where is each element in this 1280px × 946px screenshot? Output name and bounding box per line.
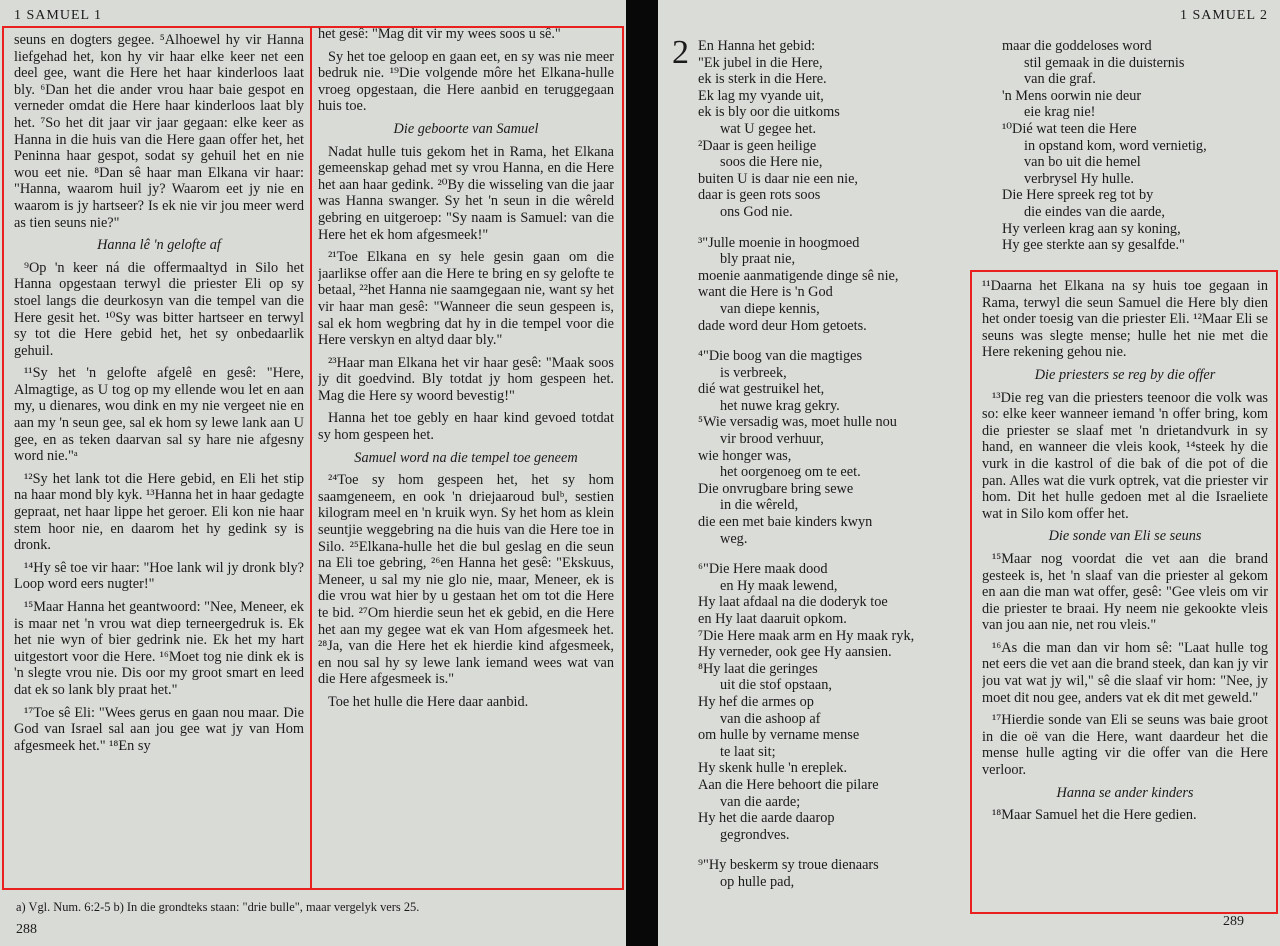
paragraph: ¹⁴Hy sê toe vir haar: "Hoe lank wil jy dronk bly? Loop word eers nugter!" [14,559,304,593]
paragraph: Hanna het toe gebly en haar kind gevoed totdat sy hom gespeen het. [318,410,614,444]
poem-stanza [698,561,998,843]
poem-line: stil gemaak in die duisternis [1024,54,1185,71]
paragraph: ¹¹Sy het 'n gelofte afgelê en gesê: "Here, Almagtige, as U tog op my ellende wou let en aan my, u dienares, wou dink en my nie vergeet nie en aan my 'n seun gee, sal ek hom sy lewe lank aan U gee, en as teken daarvan sal sy hare nie afgesny word nie."ᵃ [14,365,304,465]
poem-line: van bo uit die hemel [1024,154,1141,171]
paragraph: Sy het toe geloop en gaan eet, en sy was nie meer bedruk nie. ¹⁹Die volgende môre het Elkana-hulle vroeg opgestaan, die Here aanbid en teruggegaan huis toe. [318,48,614,115]
poem-line: "Ek jubel in die Here, [698,54,823,71]
poem-line: 'n Mens oorwin nie deur [1002,87,1142,104]
poem-line: ⁸Hy laat die geringes [698,660,818,677]
poem-line: buiten U is daar nie een nie, [698,170,858,187]
section-heading: Die geboorte van Samuel [393,120,539,137]
book-gutter [626,0,658,946]
poem-line: wie honger was, [698,447,792,464]
running-head-right: 1 SAMUEL 2 [1179,8,1268,23]
poem-line: uit die stof opstaan, [720,677,832,694]
poem-line: in opstand kom, word vernietig, [1024,137,1207,154]
poem-line: ek is sterk in die Here. [698,71,827,88]
poem-line: om hulle by vername mense [698,727,860,744]
poem-line: Hy het die aarde daarop [698,810,835,827]
poem-line: Die onvrugbare bring sewe [698,480,854,497]
poem-line: weg. [720,530,748,547]
poem-stanza [698,857,998,890]
poem-line: Hy skenk hulle 'n ereplek. [698,760,848,777]
paragraph: ¹⁸Maar Samuel het die Here gedien. [992,807,1197,824]
poem-line: ⁹"Hy beskerm sy troue dienaars [698,857,879,874]
page-number-right: 289 [1223,914,1244,929]
poem-line: ek is bly oor die uitkoms [698,104,840,121]
poem-line: eie krag nie! [1024,104,1096,121]
paragraph: het gesê: "Mag dit vir my wees soos u sê." [318,26,561,42]
poem-stanza [698,38,998,221]
poem-stanza [698,235,998,335]
poem-line: Die Here spreek reg tot by [1002,187,1154,204]
section-heading: Die sonde van Eli se seuns [1048,528,1202,545]
left-column-1 [14,32,304,888]
paragraph: ¹⁷Hierdie sonde van Eli se seuns was baie groot in die oë van die Here, want daardeur het die mense hulle agting vir die offer van die Here verloor. [982,712,1268,779]
section-heading: Die priesters se reg by die offer [1034,366,1216,383]
poem-line: dade word deur Hom getoets. [698,317,867,334]
paragraph: ⁹Op 'n keer ná die offermaaltyd in Silo het Hanna opgestaan terwyl die priester Eli op sy stoel langs die deurkosyn van die tempel van die Here gesit het. ¹⁰Sy was bitter hartseer en terwyl sy tot die Here gebid het, het sy onbedaarlik gehuil. [14,259,304,359]
footnote: a) Vgl. Num. 6:2-5 b) In die grondteks staan: "drie bulle", maar vergelyk vers 25. [16,900,420,914]
section-heading: Hanna se ander kinders [1056,784,1194,801]
poem-line: van die aarde; [720,793,801,810]
right-column-text [982,278,1268,908]
poem-line: bly praat nie, [720,251,796,268]
paragraph: Nadat hulle tuis gekom het in Rama, het Elkana gemeenskap gehad met sy vrou Hanna, en die Here het aan haar gedink. ²⁰By die wisseling van die jaar was Hanna swanger. Sy het 'n seun in die wêreld gebring en uitgeroep: "Sy naam is Samuel: van die Here het ek hom afgesmeek!" [318,143,614,243]
poem-line: Hy hef die armes op [698,693,814,710]
poem-line: verbrysel Hy hulle. [1024,170,1134,187]
paragraph: ¹⁵Maar nog voordat die vet aan die brand gesteek is, het 'n slaaf van die priester al gekom en aan die man wat offer, gesê: "Gee vleis om vir die priester te braai. Hy neem nie gekookte vleis van jou aan nie, net rou vleis." [982,550,1268,634]
poem-stanza [698,348,998,547]
right-page [658,0,1280,946]
poem-line: en Hy laat daaruit opkom. [698,611,847,627]
hanna-song-poem [698,38,998,905]
poem-line: van die ashoop af [720,710,821,727]
poem-line: soos die Here nie, [720,154,823,171]
page-number-left: 288 [16,922,37,937]
poem-line: vir brood verhuur, [720,431,824,448]
poem-line: op hulle pad, [720,873,795,890]
poem-line: ¹⁰Dié wat teen die Here [1002,120,1137,137]
hanna-song-poem-continued [1002,38,1272,254]
left-page [0,0,626,946]
paragraph: ²³Haar man Elkana het vir haar gesê: "Maak soos jy dit goedvind. Bly totdat jy hom gespeen het. Mag die Here sy woord bevestig!" [318,354,614,404]
poem-line: dié wat gestruikel het, [698,381,825,398]
poem-line: te laat sit; [720,743,776,760]
running-head-left: 1 SAMUEL 1 [14,8,103,23]
paragraph: ¹²Sy het lank tot die Here gebid, en Eli het stip na haar mond bly kyk. ¹³Hanna het in haar gedagte gepraat, net haar lippe het geroer. Eli kon nie haar stem hoor nie, en daarom het hy gedink sy is dronk. [14,470,304,554]
poem-line: Ek lag my vyande uit, [698,87,824,104]
poem-line: Hy verneder, ook gee Hy aansien. [698,644,892,661]
poem-line: ³"Julle moenie in hoogmoed [698,234,860,251]
poem-line: die een met baie kinders kwyn [698,514,873,531]
poem-line: en Hy maak lewend, [720,577,838,594]
poem-line: ⁴"Die boog van die magtiges [698,348,863,365]
poem-line: van die graf. [1024,71,1096,88]
poem-line: ⁶"Die Here maak dood [698,561,828,578]
paragraph: ¹⁵Maar Hanna het geantwoord: "Nee, Meneer, ek is maar net 'n vrou wat diep terneergedruk is. Ek het nie wyn of bier gedrink nie. Ek het my hart uitgestort voor die Here. ¹⁶Moet tog nie dink ek is 'n slegte vrou nie. Dis oor my groot smart en leed dat ek so lank bly praat het." [14,599,304,698]
poem-line: daar is geen rots soos [698,187,821,204]
paragraph: ²⁴Toe sy hom gespeen het, het sy hom saamgeneem, en ook 'n driejaaroud bulᵇ, sestien kilogram meel en 'n kruik wyn. Sy het hom as klein seuntjie weggebring na die huis van die Here toe in Silo. ²⁵Elkana-hulle het die bul geslag en die seun na Eli toe gebring, ²⁶en Hanna het gesê: "Ekskuus, Meneer, u sal my nie glo nie, maar, Meneer, ek is die vrou wat hier by u gestaan het om tot die Here te bid. ²⁷Om hierdie seun het ek gebid, en die Here het aan my gegee wat ek van Hom afgesmeek het. ²⁸Ja, van die Here het ek hierdie kind afgesmeek, en nou sal hy sy lewe lank iemand wees wat van die Here afgesmeek is." [318,472,614,688]
poem-line: die eindes van die aarde, [1024,203,1165,220]
poem-line: het nuwe krag gekry. [720,397,840,414]
paragraph: ¹¹Daarna het Elkana na sy huis toe gegaan in Rama, terwyl die seun Samuel die Here bly dien het onder toesig van die priester Eli. ¹²Maar Eli se seuns was slegte mense; hulle het nie met die Here rekening gehou nie. [982,278,1268,361]
paragraph: ¹⁶As die man dan vir hom sê: "Laat hulle tog net eers die vet aan die brand steek, dan kan jy vir jou vat wat jy wil," sê die slaaf vir hom: "Nee, jy moet dit nou gee, anders vat ek dit met geweld." [982,639,1268,706]
paragraph: Toe het hulle die Here daar aanbid. [328,693,529,710]
poem-line: ons God nie. [720,203,793,220]
poem-line: maar die goddeloses word [1002,38,1152,54]
section-heading: Hanna lê 'n gelofte af [97,237,221,254]
poem-line: ⁵Wie versadig was, moet hulle nou [698,414,897,431]
poem-line: wat U gegee het. [720,120,817,137]
poem-line: want die Here is 'n God [698,284,833,301]
poem-line: moenie aanmatigende dinge sê nie, [698,267,899,284]
poem-line: Aan die Here behoort die pilare [698,776,879,793]
poem-line: is verbreek, [720,364,787,381]
poem-line: het oorgenoeg om te eet. [720,464,861,481]
poem-line: gegrondves. [720,826,790,843]
section-heading: Samuel word na die tempel toe geneem [354,449,578,466]
poem-line: En Hanna het gebid: [698,38,816,54]
left-column-2 [318,26,614,884]
poem-line: in die wêreld, [720,497,799,514]
paragraph: ¹³Die reg van die priesters teenoor die volk was so: elke keer wanneer iemand 'n offer bring, kom die priester se slaaf met 'n drietandvurk in sy hand, en wanneer die vleis kook, ¹⁴steek hy die vurk in die kastrol of die bak of die pot of die pan. Alles wat die vurk optrek, vat die priester vir hom. Dit het hulle gedoen met al die Israeliete wat in Silo kom offer het. [982,389,1268,522]
poem-line: Hy verleen krag aan sy koning, [1002,220,1181,237]
poem-line: van diepe kennis, [720,300,820,317]
poem-line: ⁷Die Here maak arm en Hy maak ryk, [698,627,915,644]
paragraph: seuns en dogters gegee. ⁵Alhoewel hy vir Hanna liefgehad het, kon hy vir haar elke keer net een deel gee, want die Here het haar kinderloos laat bly. ⁶Dan het die ander vrou haar baie gespot en verneder omdat die Here haar kinderloos laat bly het. ⁷So het dit jaar vir jaar gegaan: elke keer as Hanna in die huis van die Here gaan offer het, het Peninna haar gespot, sodat sy gehuil het en nie wou eet nie. ⁸Dan sê haar man Elkana vir haar: "Hanna, waarom huil jy? Waarom eet jy nie en waarom is jy hartseer? Is ek nie vir jou meer werd as tien seuns nie?" [14,32,304,231]
chapter-number: 2 [672,34,689,71]
poem-line: Hy laat afdaal na die doderyk toe [698,594,888,611]
paragraph: ²¹Toe Elkana en sy hele gesin gaan om die jaarlikse offer aan die Here te bring en sy gelofte te betaal, ²²het Hanna nie saamgegaan nie, want sy het vir haar man gesê: "Wanneer die seun gespeen is, sal ek hom wegbring dat hy in die tempel voor die Here verskyn en altyd daar bly." [318,249,614,349]
poem-line: ²Daar is geen heilige [698,137,817,154]
poem-line: Hy gee sterkte aan sy gesalfde." [1002,237,1185,254]
paragraph: ¹⁷Toe sê Eli: "Wees gerus en gaan nou maar. Die God van Israel sal aan jou gee wat jy van Hom afgesmeek het." ¹⁸En sy [14,704,304,754]
